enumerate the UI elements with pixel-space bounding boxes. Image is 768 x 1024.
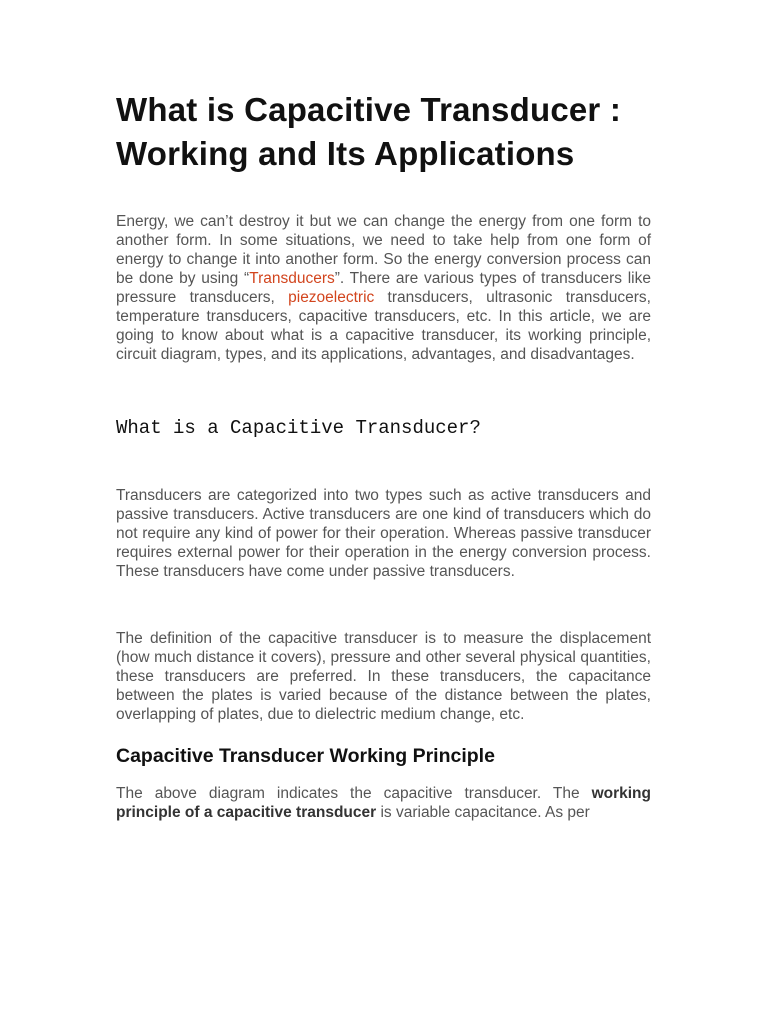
intro-text-3: transducers, ultrasonic transducers, temperature transducers, capacitive transducers, etc. In this article, we are going to know about what is a capacitive transducer, its working principle, circuit diagram, types, and its applications, advantages, and disadvantages. [116,289,651,363]
article-title: What is Capacitive Transducer : Working and Its Applications [116,91,622,172]
section-heading-what-is: What is a Capacitive Transducer? [116,417,481,439]
working-principle-paragraph [116,784,651,822]
working-text-1: The above diagram indicates the capacitive transducer. The [116,785,592,802]
transducers-link[interactable]: Transducers [249,270,335,287]
article [116,88,651,822]
definition-paragraph: The definition of the capacitive transducer is to measure the displacement (how much distance it covers), pressure and other several physical quantities, these transducers are preferred. In these transducers, the capacitance between the plates is varied because of the distance between the plates, overlapping of plates, due to dielectric medium change, etc. [116,630,651,723]
intro-paragraph [116,212,651,364]
working-text-2: is variable capacitance. As per [376,804,590,821]
working-bold-text: working principle of a capacitive transducer [116,785,651,821]
intro-text-2: ”. There are various types of transducers like pressure transducers, [116,270,651,306]
section-heading-working-principle: Capacitive Transducer Working Principle [116,745,495,767]
intro-text-1: Energy, we can’t destroy it but we can change the energy from one form to another form. In some situations, we need to take help from one form of energy to change it into another form. So the energy conversion process can be done by using “ [116,213,651,287]
piezoelectric-link[interactable]: piezoelectric [288,289,375,306]
types-paragraph: Transducers are categorized into two types such as active transducers and passive transducers. Active transducers are one kind of transducers which do not require any kind of power for their operation. Whereas passive transducer requires external power for their operation in the energy conversion process. These transducers have come under passive transducers. [116,487,651,580]
